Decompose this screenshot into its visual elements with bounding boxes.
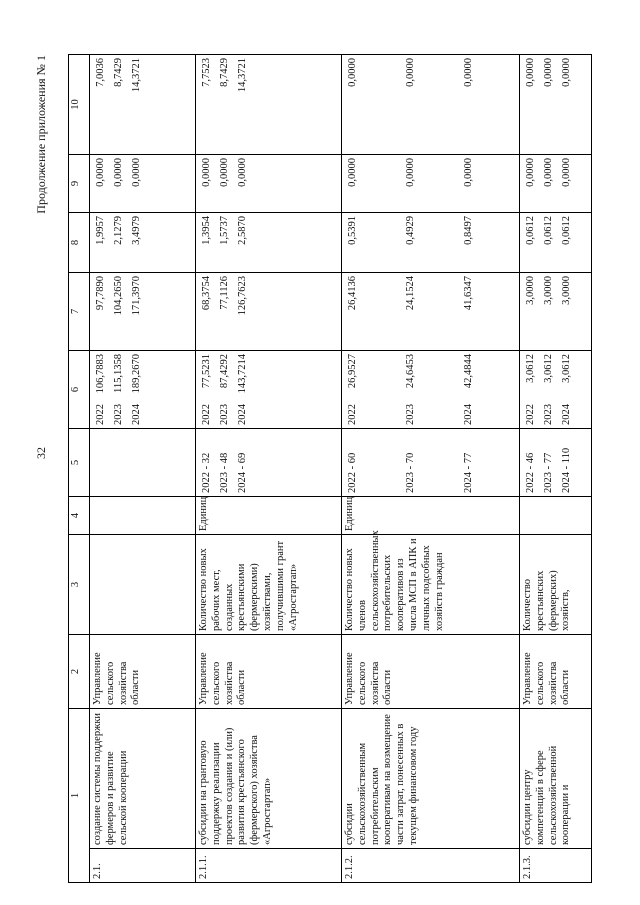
value: 68,3754 <box>201 276 212 311</box>
years-and-total <box>196 351 342 429</box>
unit: Единиц <box>342 497 520 535</box>
value: 0,0000 <box>201 158 212 187</box>
year: 2023 <box>219 404 230 425</box>
col9-values <box>196 155 342 213</box>
col10-values <box>196 55 342 155</box>
target-value: 2022 - 46 <box>525 452 536 493</box>
value: 0,8497 <box>463 216 474 245</box>
target-value <box>128 432 146 493</box>
year: 2022 <box>201 404 212 425</box>
year: 2024 <box>131 404 142 425</box>
total-value: 87,4292 <box>219 354 230 389</box>
header-cell-4: 4 <box>69 497 90 535</box>
value: 3,4979 <box>131 216 142 245</box>
total-value: 26,9527 <box>347 354 358 389</box>
col10-values <box>90 55 196 155</box>
indicator-name <box>90 535 196 635</box>
value: 3,0000 <box>525 276 536 305</box>
total-value: 42,4844 <box>463 354 474 389</box>
value: 0,0000 <box>347 58 358 87</box>
program-table <box>68 54 592 883</box>
total-value: 3,0612 <box>525 354 536 383</box>
target-value: 2023 - 48 <box>219 452 230 493</box>
col8-values <box>196 213 342 273</box>
value: 0,4929 <box>405 216 416 245</box>
indicator-targets <box>520 429 592 497</box>
header-cell-6: 6 <box>69 351 90 429</box>
executor: Управление сельского хозяйства области <box>520 635 592 709</box>
value: 0,5391 <box>347 216 358 245</box>
year: 2024 <box>237 404 248 425</box>
activity-name: субсидии на грантовую поддержку реализации проектов создания и (или) развития крестьянского (фермерского) хозяйства «Агростартап» <box>196 709 342 849</box>
value: 41,6347 <box>463 276 474 311</box>
value: 1,9957 <box>95 216 106 245</box>
value: 2,1279 <box>113 216 124 245</box>
value: 8,7429 <box>219 58 230 87</box>
indicator-targets <box>342 429 520 497</box>
col8-values <box>520 213 592 273</box>
table-row <box>90 55 196 883</box>
value: 0,0612 <box>561 216 572 245</box>
value: 97,7890 <box>95 276 106 311</box>
value: 24,1524 <box>405 276 416 311</box>
table-row <box>520 55 592 883</box>
value: 0,0000 <box>561 58 572 87</box>
year: 2024 <box>463 404 474 425</box>
col7-values <box>196 273 342 351</box>
header-cell-5: 5 <box>69 429 90 497</box>
value: 0,0000 <box>405 158 416 187</box>
value: 1,5737 <box>219 216 230 245</box>
col7-values <box>520 273 592 351</box>
year: 2023 <box>543 404 554 425</box>
executor: Управление сельского хозяйства области <box>342 635 520 709</box>
indicator-name: Количество новых рабочих мест, созданных крестьянскими (фермерскими) хозяйствами, получившими грант «Агростартап» <box>196 535 342 635</box>
value: 171,3970 <box>131 276 142 316</box>
total-value: 24,6453 <box>405 354 416 389</box>
header-cell-8: 8 <box>69 213 90 273</box>
indicator-targets <box>90 429 196 497</box>
value: 26,4136 <box>347 276 358 311</box>
value: 2,5870 <box>237 216 248 245</box>
value: 0,0000 <box>561 158 572 187</box>
col10-values <box>520 55 592 155</box>
value: 0,0000 <box>543 158 554 187</box>
target-value: 2024 - 69 <box>237 452 248 493</box>
table-header-row <box>69 55 90 883</box>
page-number: 32 <box>34 447 48 459</box>
value: 0,0612 <box>525 216 536 245</box>
unit <box>520 497 592 535</box>
value: 0,0000 <box>543 58 554 87</box>
total-value: 143,7214 <box>237 354 248 394</box>
value: 3,0000 <box>543 276 554 305</box>
indicator-targets <box>196 429 342 497</box>
year: 2022 <box>95 404 106 425</box>
value: 0,0000 <box>525 158 536 187</box>
continuation-label: Продолжение приложения № 1 <box>34 55 48 214</box>
value: 0,0000 <box>219 158 230 187</box>
value: 14,3721 <box>237 58 248 93</box>
col9-values <box>342 155 520 213</box>
years-and-total <box>520 351 592 429</box>
value: 3,0000 <box>561 276 572 305</box>
years-and-total <box>342 351 520 429</box>
col7-values <box>90 273 196 351</box>
target-value: 2024 - 110 <box>561 447 572 493</box>
value: 0,0000 <box>347 158 358 187</box>
target-value: 2023 - 70 <box>405 452 416 493</box>
col7-values <box>342 273 520 351</box>
value: 0,0000 <box>131 158 142 187</box>
executor: Управление сельского хозяйства области <box>196 635 342 709</box>
value: 0,0000 <box>113 158 124 187</box>
value: 7,7523 <box>201 58 212 87</box>
value: 0,0000 <box>237 158 248 187</box>
header-cell-3: 3 <box>69 535 90 635</box>
years-and-total <box>90 351 196 429</box>
col8-values <box>90 213 196 273</box>
target-value: 2024 - 77 <box>463 452 474 493</box>
value: 8,7429 <box>113 58 124 87</box>
header-cell-10: 10 <box>69 55 90 155</box>
year: 2024 <box>561 404 572 425</box>
activity-name: создание системы поддержки фермеров и развитие сельской кооперации <box>90 709 196 849</box>
target-value: 2022 - 32 <box>201 452 212 493</box>
header-cell-1: 1 <box>69 709 90 883</box>
table-row <box>342 55 520 883</box>
total-value: 77,5231 <box>201 354 212 389</box>
row-number: 2.1.3. <box>520 849 592 883</box>
value: 0,0000 <box>463 158 474 187</box>
value: 77,1126 <box>219 276 230 310</box>
total-value: 115,1358 <box>113 354 124 393</box>
col10-values <box>342 55 520 155</box>
table-row <box>196 55 342 883</box>
value: 0,0000 <box>525 58 536 87</box>
value: 7,0036 <box>95 58 106 87</box>
value: 104,2650 <box>113 276 124 316</box>
header-cell-2: 2 <box>69 635 90 709</box>
indicator-name: Количество крестьянских (фермерских) хозяйств, <box>520 535 592 635</box>
activity-name: субсидии центру компетенций в сфере сельскохозяйственной кооперации и <box>520 709 592 849</box>
activity-name: субсидии сельскохозяйственным потребительским кооперативам на возмещение части затрат, понесенных в текущем финансовом году <box>342 709 520 849</box>
target-value <box>92 432 110 493</box>
year: 2022 <box>347 404 358 425</box>
total-value: 189,2670 <box>131 354 142 394</box>
total-value: 106,7883 <box>95 354 106 394</box>
value: 0,0000 <box>463 58 474 87</box>
target-value: 2023 - 77 <box>543 452 554 493</box>
col8-values <box>342 213 520 273</box>
total-value: 3,0612 <box>561 354 572 383</box>
unit: Единиц <box>196 497 342 535</box>
target-value: 2022 - 60 <box>347 452 358 493</box>
indicator-name: Количество новых членов сельскохозяйственных потребительских кооперативов из числа МСП в АПК и личных подсобных хозяйств граждан <box>342 535 520 635</box>
header-cell-9: 9 <box>69 155 90 213</box>
value: 1,3954 <box>201 216 212 245</box>
total-value: 3,0612 <box>543 354 554 383</box>
target-value <box>110 432 128 493</box>
unit <box>90 497 196 535</box>
col9-values <box>520 155 592 213</box>
value: 14,3721 <box>131 58 142 93</box>
value: 126,7623 <box>237 276 248 316</box>
row-number: 2.1. <box>90 849 196 883</box>
header-cell-7: 7 <box>69 273 90 351</box>
row-number: 2.1.1. <box>196 849 342 883</box>
year: 2023 <box>113 404 124 425</box>
value: 0,0000 <box>405 58 416 87</box>
executor: Управление сельского хозяйства области <box>90 635 196 709</box>
value: 0,0000 <box>95 158 106 187</box>
col9-values <box>90 155 196 213</box>
row-number: 2.1.2. <box>342 849 520 883</box>
value: 0,0612 <box>543 216 554 245</box>
year: 2023 <box>405 404 416 425</box>
year: 2022 <box>525 404 536 425</box>
